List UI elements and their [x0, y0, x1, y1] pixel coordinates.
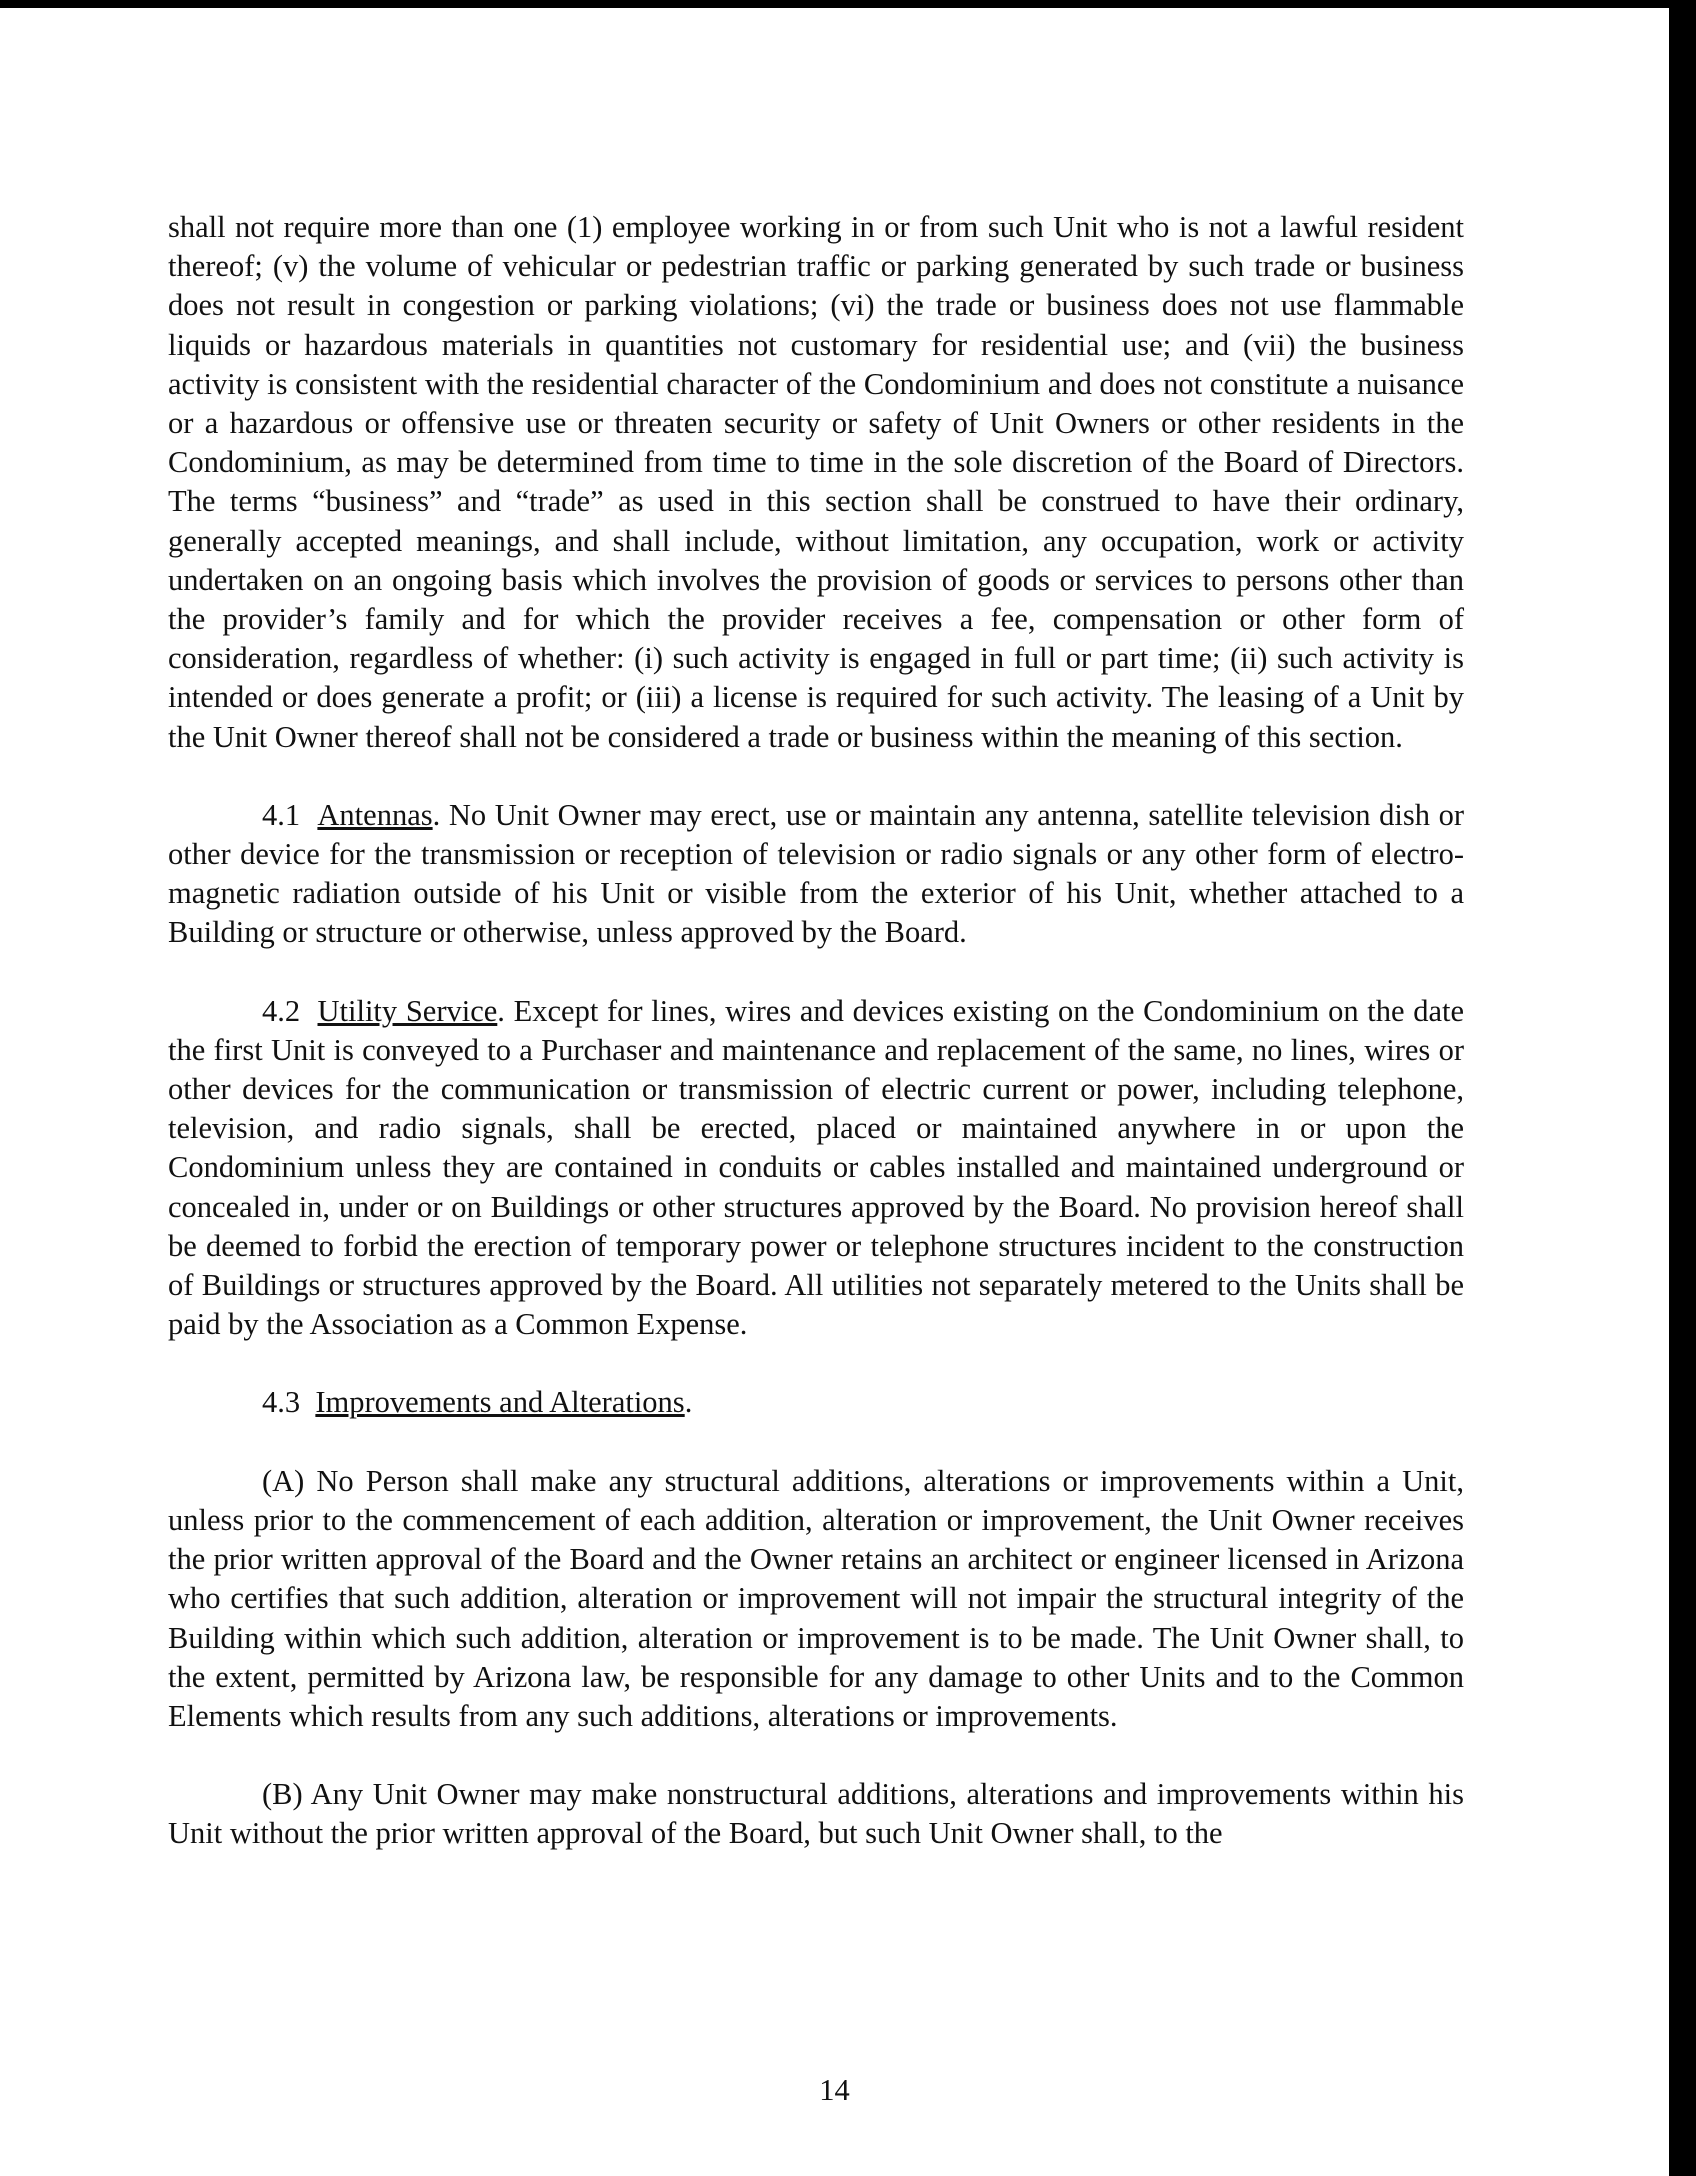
- document-body: [168, 208, 1464, 1854]
- scan-border-top: [0, 0, 1696, 8]
- page-number: 14: [819, 2073, 850, 2107]
- scan-border-right: [1669, 0, 1696, 2176]
- section-body: Except for lines, wires and devices existing on the Condominium on the date the first Unit is conveyed to a Purchaser and maintenance and replacement of the same, no lines, wires or other devices for the communication or transmission of electric current or power, including telephone, television, and radio signals, shall be erected, placed or maintained anywhere in or upon the Condominium unless they are contained in conduits or cables installed and maintained underground or concealed in, under or on Buildings or other structures approved by the Board. No provision hereof shall be deemed to forbid the erection of temporary power or telephone structures incident to the construction of Buildings or structures approved by the Board. All utilities not separately metered to the Units shall be paid by the Association as a Common Expense.: [168, 993, 1465, 1342]
- section-number: 4.3: [262, 1385, 301, 1420]
- heading-punctuation: .: [497, 993, 505, 1028]
- heading-punctuation: .: [684, 1385, 693, 1420]
- opening-paragraph: shall not require more than one (1) employee working in or from such Unit who is not a lawful resident thereof; (v) the volume of vehicular or pedestrian traffic or parking generated by such trade or business does not result in congestion or parking violations; (vi) the trade or business does not use flammable liquids or hazardous materials in quantities not customary for residential use; and (vii) the business activity is consistent with the residential character of the Condominium and does not constitute a nuisance or a hazardous or offensive use or threaten security or safety of Unit Owners or other residents in the Condominium, as may be determined from time to time in the sole discretion of the Board of Directors. The terms “business” and “trade” as used in this section shall be construed to have their ordinary, generally accepted meanings, and shall include, without limitation, any occupation, work or activity undertaken on an ongoing basis which involves the provision of goods or services to persons other than the provider’s family and for which the provider receives a fee, compensation or other form of consideration, regardless of whether: (i) such activity is engaged in full or part time; (ii) such activity is intended or does generate a profit; or (iii) a license is required for such activity. The leasing of a Unit by the Unit Owner thereof shall not be considered a trade or business within the meaning of this section.: [168, 210, 1464, 754]
- section-number: 4.2: [262, 993, 301, 1028]
- section-4-3-improvements-and-alterations: [168, 1383, 1464, 1422]
- heading-punctuation: .: [432, 797, 441, 832]
- subsection-b: (B) Any Unit Owner may make nonstructural additions, alterations and improvements within his Unit without the prior written approval of the Board, but such Unit Owner shall, to the: [168, 1777, 1464, 1851]
- section-4-2-utility-service: [168, 992, 1464, 1345]
- section-heading: Antennas: [317, 797, 433, 832]
- section-4-1-antennas: [168, 796, 1464, 953]
- section-heading: Improvements and Alterations: [315, 1385, 685, 1420]
- section-body: No Unit Owner may erect, use or maintain any antenna, satellite television dish or other device for the transmission or reception of television or radio signals or any other form of electro-magnetic radiation outside of his Unit or visible from the exterior of his Unit, whether attached to a Building or structure or otherwise, unless approved by the Board.: [168, 797, 1464, 950]
- subsection-a: (A) No Person shall make any structural additions, alterations or improvements within a Unit, unless prior to the commencement of each addition, alteration or improvement, the Unit Owner receives the prior written approval of the Board and the Owner retains an architect or engineer licensed in Arizona who certifies that such addition, alteration or improvement will not impair the structural integrity of the Building within which such addition, alteration or improvement is to be made. The Unit Owner shall, to the extent, permitted by Arizona law, be responsible for any damage to other Units and to the Common Elements which results from any such additions, alterations or improvements.: [168, 1463, 1464, 1733]
- section-heading: Utility Service: [317, 993, 498, 1028]
- section-number: 4.1: [262, 797, 301, 832]
